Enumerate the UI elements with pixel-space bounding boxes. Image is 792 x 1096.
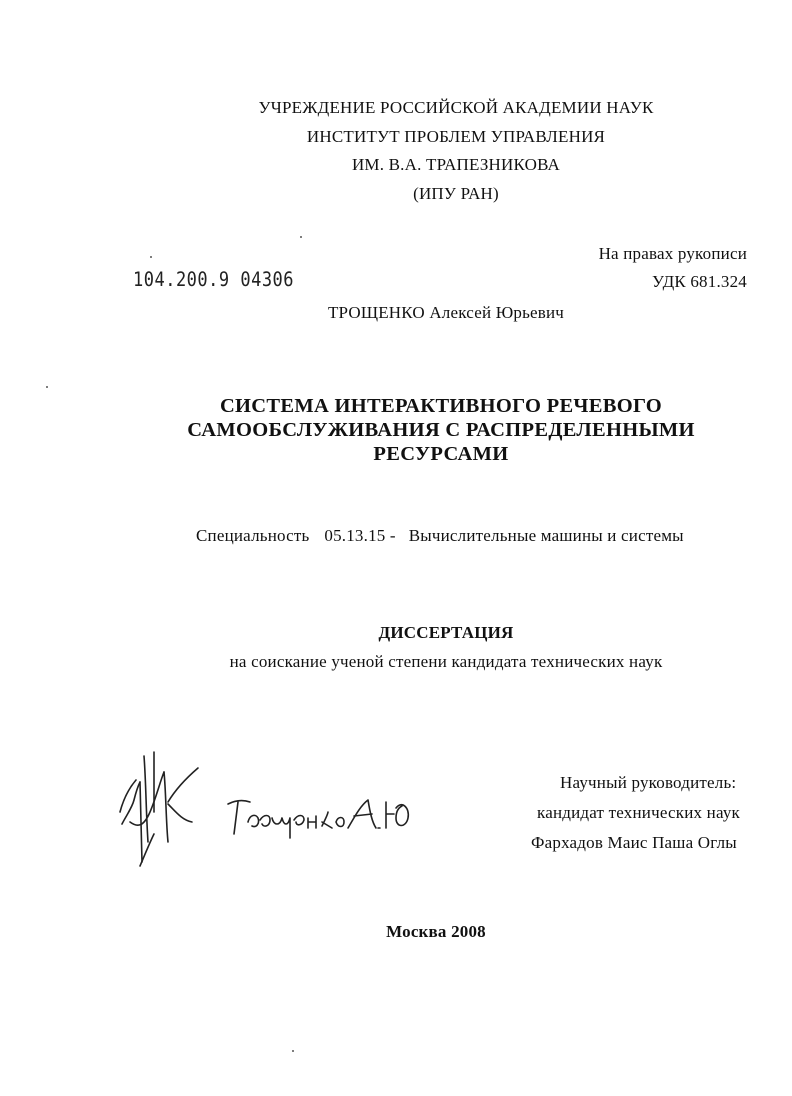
- advisor-degree: кандидат технических наук: [537, 803, 740, 822]
- specialty-code: 05.13.15 -: [324, 526, 396, 545]
- author-signature: [110, 742, 410, 872]
- rights-note: На правах рукописи: [598, 244, 747, 263]
- title-line-1: СИСТЕМА ИНТЕРАКТИВНОГО РЕЧЕВОГО: [219, 395, 663, 417]
- institution-line-2: ИНСТИТУТ ПРОБЛЕМ УПРАВЛЕНИЯ: [306, 127, 606, 146]
- specialty-name: Вычислительные машины и системы: [408, 526, 684, 545]
- advisor-name: Фархадов Маис Паша Оглы: [531, 833, 737, 852]
- institution-line-4: (ИПУ РАН): [413, 184, 499, 203]
- registry-code: 104.200.9 04306: [133, 268, 295, 292]
- institution-line-3: ИМ. В.А. ТРАПЕЗНИКОВА: [351, 155, 561, 174]
- specialty-line: [196, 526, 684, 546]
- advisor-label: Научный руководитель:: [560, 773, 737, 792]
- scan-speck: [292, 1050, 294, 1052]
- title-line-2: САМООБСЛУЖИВАНИЯ С РАСПРЕДЕЛЕННЫМИ: [187, 419, 695, 441]
- institution-line-1: УЧРЕЖДЕНИЕ РОССИЙСКОЙ АКАДЕМИИ НАУК: [258, 98, 654, 117]
- title-line-3: РЕСУРСАМИ: [373, 443, 509, 465]
- scan-speck: [46, 386, 48, 388]
- scan-speck: [300, 236, 302, 238]
- work-type: ДИССЕРТАЦИЯ: [378, 623, 514, 642]
- city-year: Москва 2008: [386, 922, 486, 941]
- specialty-label: Специальность: [196, 526, 310, 545]
- udc-code: УДК 681.324: [652, 272, 747, 291]
- author-name: ТРОЩЕНКО Алексей Юрьевич: [327, 303, 565, 322]
- degree-purpose: на соискание ученой степени кандидата технических наук: [229, 652, 663, 671]
- scan-speck: [150, 256, 152, 258]
